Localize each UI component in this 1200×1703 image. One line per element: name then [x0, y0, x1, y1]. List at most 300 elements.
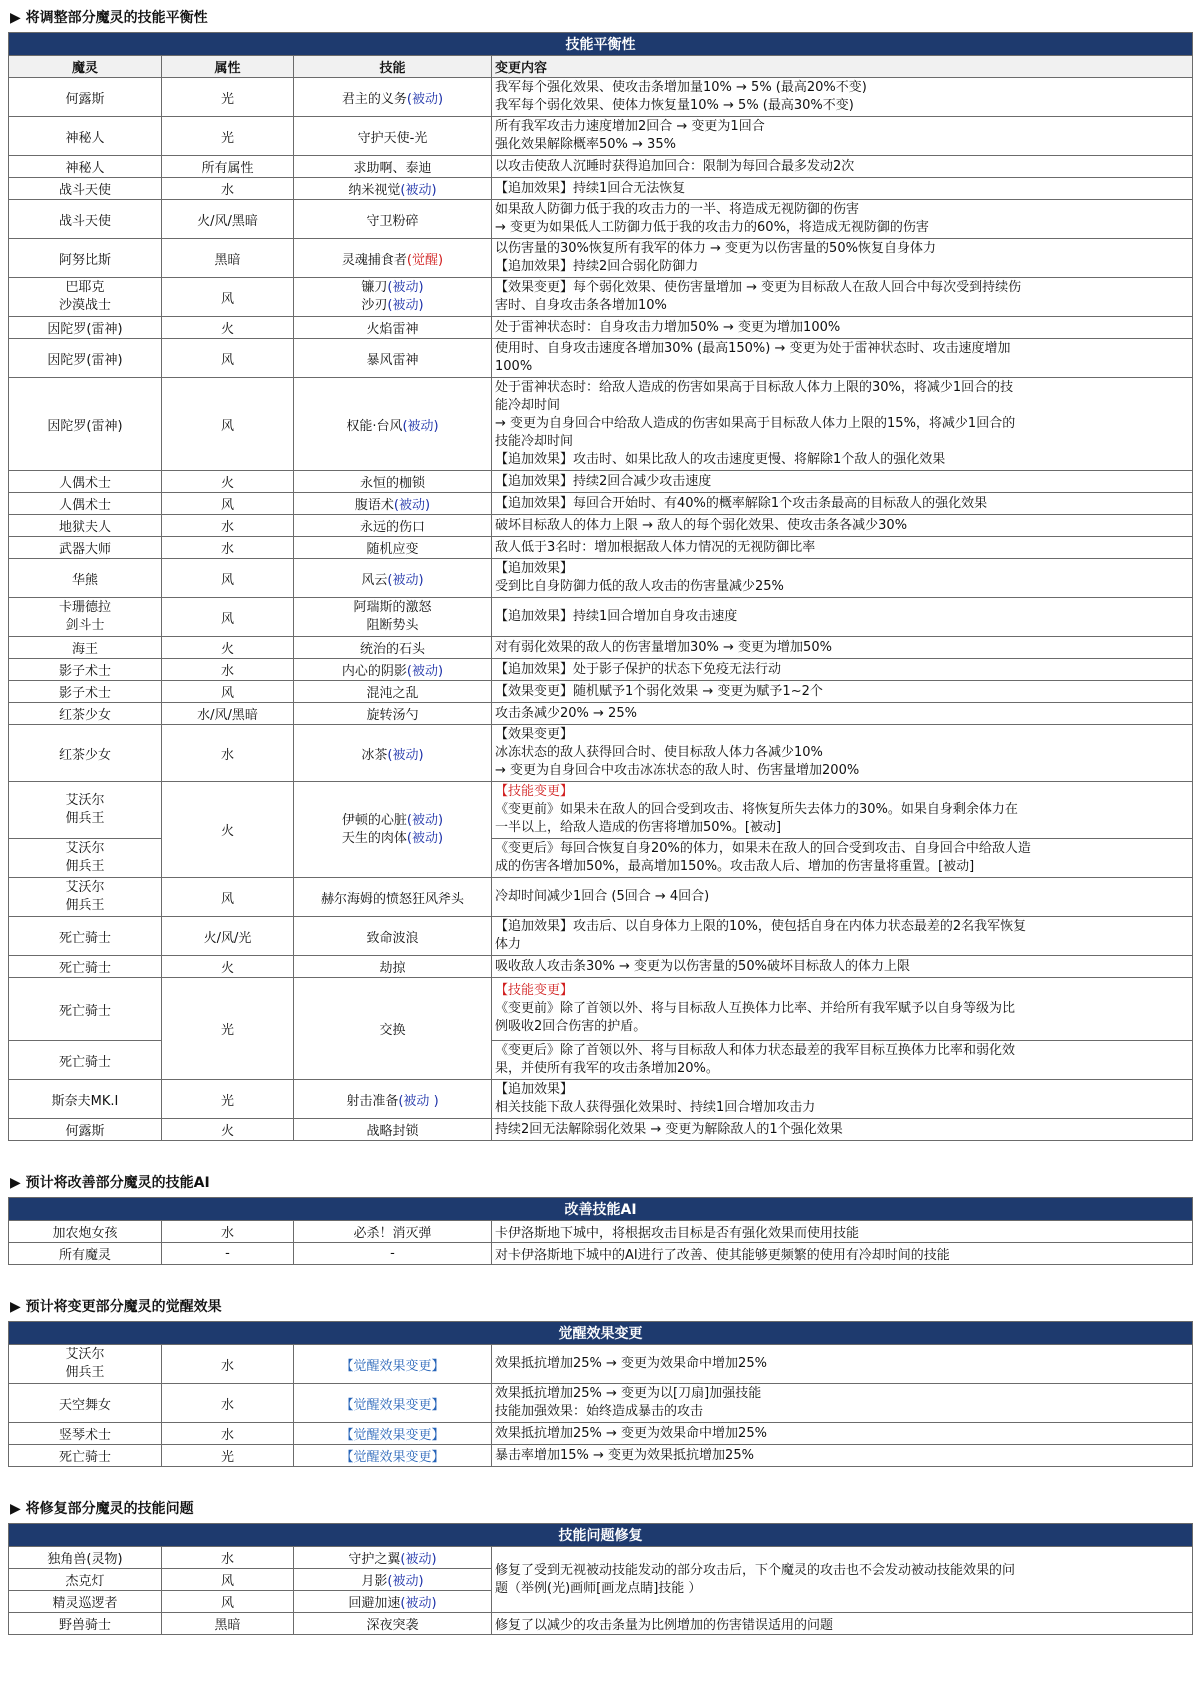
text-line: 破坏目标敌人的体力上限 → 敌人的每个弱化效果、使攻击条各减少30%	[495, 517, 908, 533]
table-row	[9, 1243, 1193, 1265]
skill-cell	[294, 1591, 492, 1613]
text-line: 【追加效果】处于影子保护的状态下免疫无法行动	[495, 661, 782, 677]
skill-name: 必杀！消灭弹	[353, 1226, 432, 1241]
table-row	[9, 681, 1193, 703]
attr-cell: 光	[162, 978, 294, 1080]
text-line: 吸收敌人攻击条30% → 变更为以伤害量的50%破坏目标敌人的体力上限	[495, 958, 910, 974]
skill-name: 灵魂捕食者	[341, 252, 407, 268]
table-row	[9, 493, 1193, 515]
attr-cell: 水	[162, 537, 294, 559]
skill-tag: (被动 )	[398, 1093, 439, 1109]
spirit-cell: 神秘人	[9, 156, 162, 178]
skill-line	[297, 617, 488, 635]
skill-cell	[294, 117, 492, 156]
skill-name: 纳米视觉	[348, 183, 401, 198]
table-row	[9, 117, 1193, 156]
change-cell	[492, 537, 1193, 559]
spirit-cell: 神秘人	[9, 117, 162, 156]
table-row	[9, 725, 1193, 782]
skill-name: 守护之翼	[348, 1552, 401, 1567]
attr-cell: 水	[162, 1423, 294, 1445]
text-line: 【追加效果】攻击时、如果比敌人的攻击速度更慢、将解除1个敌人的强化效果	[495, 452, 946, 467]
attr-cell: 光	[162, 117, 294, 156]
change-cell	[492, 117, 1193, 156]
attr-cell: 火	[162, 471, 294, 493]
text-line: 【效果变更】随机赋予1个弱化效果 → 变更为赋予1~2个	[495, 683, 823, 699]
table-row	[9, 156, 1193, 178]
text-line: 效果抵抗增加25% → 变更为效果命中增加25%	[495, 1425, 767, 1441]
skill-cell	[294, 1243, 492, 1265]
change-cell	[492, 725, 1193, 782]
spirit-cell: 杰克灯	[9, 1569, 162, 1591]
text-line: 害时、自身攻击条各增加10%	[495, 298, 667, 313]
skill-tag: (被动)	[387, 298, 424, 313]
skill-name: 月影	[361, 1574, 388, 1589]
text-line: 【追加效果】持续2回合弱化防御力	[495, 259, 699, 274]
change-cell	[492, 178, 1193, 200]
text-line: → 变更为自身回合中给敌人造成的伤害如果高于目标敌人体力上限的15%，将减少1回合的	[495, 416, 1016, 431]
change-cell: 《变更后》每回合恢复自身20%的体力，如果未在敌人的回合受到攻击、自身回合中给敌人造 成的伤害各增加50%，最高增加150%。攻击敌人后、增加的伤害量将重置。[被动]	[492, 839, 1193, 878]
text-line: 能冷却时间	[495, 398, 561, 413]
ai-table	[8, 1197, 1193, 1265]
table-row	[9, 1345, 1193, 1384]
spirit-cell: 艾沃尔 佣兵王	[9, 839, 162, 878]
attr-cell: 火/风/黑暗	[162, 200, 294, 239]
change-cell	[492, 1080, 1193, 1119]
skill-name: -	[390, 1246, 395, 1261]
skill-name: 冰茶	[361, 747, 388, 763]
skill-name: 腹语术	[354, 498, 394, 513]
spirit-cell: 战斗天使	[9, 178, 162, 200]
change-cell	[492, 78, 1193, 117]
table-row	[9, 178, 1193, 200]
spirit-cell: 何露斯	[9, 78, 162, 117]
text-line: 所有我军攻击力速度增加2回合 → 变更为1回合	[495, 119, 765, 134]
attr-cell: 水/风/黑暗	[162, 703, 294, 725]
skill-cell	[294, 178, 492, 200]
spirit-cell: 海王	[9, 637, 162, 659]
text-line: 【追加效果】	[495, 1082, 574, 1097]
skill-cell	[294, 1569, 492, 1591]
change-cell	[492, 878, 1193, 917]
attr-cell: 黑暗	[162, 1613, 294, 1635]
spirit-cell: 红茶少女	[9, 725, 162, 782]
change-cell: 卡伊洛斯地下城中，将根据攻击目标是否有强化效果而使用技能	[492, 1221, 1193, 1243]
skill-name: 火焰雷神	[366, 322, 419, 337]
text-line: 巴耶克	[65, 280, 105, 295]
attr-cell: 风	[162, 598, 294, 637]
skill-tag: (被动)	[387, 280, 424, 295]
change-cell	[492, 239, 1193, 278]
skill-name: 阻断势头	[366, 618, 419, 633]
change-cell	[492, 493, 1193, 515]
text-line: 攻击条减少20% → 25%	[495, 705, 637, 721]
spirit-cell	[9, 278, 162, 317]
skill-tag: (被动)	[387, 1574, 424, 1589]
table-row	[9, 378, 1193, 471]
spirit-cell	[9, 1345, 162, 1384]
text-line: 以伤害量的30%恢复所有我军的体力 → 变更为以伤害量的50%恢复自身体力	[495, 241, 936, 256]
table-row	[9, 78, 1193, 117]
change-cell	[492, 681, 1193, 703]
skill-name: 永恒的枷锁	[359, 476, 425, 491]
table-row	[9, 515, 1193, 537]
skill-tag: (被动)	[406, 664, 444, 679]
skill-cell	[294, 1221, 492, 1243]
attr-cell: 火	[162, 637, 294, 659]
spirit-cell: 死亡骑士	[9, 956, 162, 978]
skill-name: 射击准备	[346, 1093, 399, 1109]
skill-name: 镰刀	[361, 280, 388, 295]
attr-cell: 水	[162, 1345, 294, 1384]
text-line: 修复了受到无视被动技能发动的部分攻击后，下个魔灵的攻击也不会发动被动技能效果的问	[495, 1562, 1016, 1578]
text-line: → 变更为如果低人工防御力低于我的攻击力的60%，将造成无视防御的伤害	[495, 220, 929, 235]
skill-line	[297, 599, 488, 617]
change-cell	[492, 1345, 1193, 1384]
section-title-fix: ▶ 将修复部分魔灵的技能问题	[10, 1501, 194, 1517]
col-change: 变更内容	[492, 56, 1193, 78]
attr-cell: 火/风/光	[162, 917, 294, 956]
spirit-cell: 野兽骑士	[9, 1613, 162, 1635]
text-line: 体力	[495, 937, 522, 952]
skill-cell	[294, 1445, 492, 1467]
text-line: 艾沃尔	[65, 880, 105, 895]
skill-name: 劫掠	[379, 961, 406, 976]
skill-name: 【觉醒效果变更】	[340, 1358, 445, 1374]
spirit-cell: 天空舞女	[9, 1384, 162, 1423]
table-row	[9, 1613, 1193, 1635]
spirit-cell: 战斗天使	[9, 200, 162, 239]
attr-cell: 风	[162, 493, 294, 515]
col-spirit: 魔灵	[9, 56, 162, 78]
skill-cell	[294, 471, 492, 493]
skill-name: 沙刃	[361, 298, 388, 313]
skill-tag: (被动)	[393, 498, 431, 513]
change-cell	[492, 156, 1193, 178]
skill-cell	[294, 1423, 492, 1445]
text-line: 冷却时间减少1回合 (5回合 → 4回合)	[495, 889, 710, 904]
text-line: 持续2回无法解除弱化效果 → 变更为解除敌人的1个强化效果	[495, 1121, 843, 1137]
skill-cell	[294, 681, 492, 703]
page	[8, 8, 1192, 1635]
text-line: 【追加效果】持续2回合减少攻击速度	[495, 473, 712, 489]
table-row	[9, 1080, 1193, 1119]
change-cell	[492, 559, 1193, 598]
table-row	[9, 1221, 1193, 1243]
spirit-cell: 所有魔灵	[9, 1243, 162, 1265]
table-row	[9, 1423, 1193, 1445]
spirit-cell: 斯奈夫MK.I	[9, 1080, 162, 1119]
skill-tag: (被动)	[387, 572, 424, 588]
attr-cell: 水	[162, 515, 294, 537]
change-cell: 《变更后》除了首领以外、将与目标敌人和体力状态最差的我军目标互换体力比率和弱化效 果，并使所有我军的攻击条增加20%。	[492, 1041, 1193, 1080]
change-cell: 对卡伊洛斯地下城中的AI进行了改善、使其能够更频繁的使用有冷却时间的技能	[492, 1243, 1193, 1265]
skill-cell	[294, 278, 492, 317]
skill-tag: (觉醒)	[406, 252, 444, 268]
change-cell	[492, 598, 1193, 637]
table-row	[9, 559, 1193, 598]
skill-cell	[294, 598, 492, 637]
table-row	[9, 1445, 1193, 1467]
change-cell	[492, 703, 1193, 725]
attr-cell: 火	[162, 956, 294, 978]
text-line: 使用时、自身攻击速度各增加30% (最高150%) → 变更为处于雷神状态时、攻击速度增加	[495, 341, 1011, 356]
text-line: 处于雷神状态时：给敌人造成的伤害如果高于目标敌人体力上限的30%，将减少1回合的技	[495, 380, 1014, 395]
skill-cell: 深夜突袭	[294, 1613, 492, 1635]
skill-tag: (被动)	[387, 747, 424, 763]
skill-name: 守护天使-光	[357, 130, 428, 146]
skill-cell	[294, 1384, 492, 1423]
spirit-cell: 艾沃尔 佣兵王	[9, 782, 162, 839]
skill-name: 随机应变	[366, 542, 419, 557]
skill-name: 混沌之乱	[366, 686, 419, 701]
table-row	[9, 278, 1193, 317]
text-line: 题（举例(光)画师[画龙点睛]技能 ）	[495, 1580, 702, 1596]
attr-cell: 水	[162, 1547, 294, 1569]
change-cell	[492, 1445, 1193, 1467]
text-line: 【追加效果】每回合开始时、有40%的概率解除1个攻击条最高的目标敌人的强化效果	[495, 495, 988, 511]
text-line: 以攻击使敌人沉睡时获得追加回合：限制为每回合最多发动2次	[495, 158, 855, 174]
skill-cell	[294, 703, 492, 725]
skill-line	[297, 297, 488, 315]
spirit-cell: 影子术士	[9, 681, 162, 703]
attr-cell: 风	[162, 1569, 294, 1591]
ai-table-header: 改善技能AI	[9, 1198, 1193, 1221]
text-line: 冰冻状态的敌人获得回合时、使目标敌人体力各减少10%	[495, 745, 823, 760]
table-row	[9, 1547, 1193, 1569]
change-cell	[492, 637, 1193, 659]
table-row	[9, 317, 1193, 339]
spirit-cell: 精灵巡逻者	[9, 1591, 162, 1613]
text-line: 【效果变更】	[495, 727, 574, 742]
text-line: 技能冷却时间	[495, 434, 574, 449]
attr-cell: 水	[162, 659, 294, 681]
text-line: 艾沃尔	[65, 1347, 105, 1362]
change-cell	[492, 1119, 1193, 1141]
text-line: 我军每个强化效果、使攻击条增加量10% → 5% (最高20%不变)	[495, 80, 867, 95]
skill-cell	[294, 200, 492, 239]
spirit-cell: 影子术士	[9, 659, 162, 681]
skill-cell	[294, 339, 492, 378]
change-cell	[492, 339, 1193, 378]
spirit-cell	[9, 878, 162, 917]
text-line: 处于雷神状态时：自身攻击力增加50% → 变更为增加100%	[495, 319, 841, 335]
skill-cell	[294, 378, 492, 471]
attr-cell: 所有属性	[162, 156, 294, 178]
fix-table	[8, 1523, 1193, 1635]
text-line: 【追加效果】	[495, 561, 574, 576]
table-row	[9, 537, 1193, 559]
text-line: 卡珊德拉	[58, 600, 111, 615]
table-row	[9, 703, 1193, 725]
col-skill: 技能	[294, 56, 492, 78]
table-row	[9, 878, 1193, 917]
spirit-cell: 竖琴术士	[9, 1423, 162, 1445]
text-line: 佣兵王	[65, 898, 105, 913]
skill-cell	[294, 1119, 492, 1141]
change-cell	[492, 659, 1193, 681]
attr-cell: 水	[162, 1221, 294, 1243]
skill-cell	[294, 956, 492, 978]
table-row	[9, 339, 1193, 378]
awaken-table-header: 觉醒效果变更	[9, 1322, 1193, 1345]
change-cell	[492, 1547, 1193, 1613]
spirit-cell: 死亡骑士	[9, 1041, 162, 1080]
attr-cell: 火	[162, 317, 294, 339]
text-line: 剑斗士	[65, 618, 105, 633]
text-line: 佣兵王	[65, 1365, 105, 1380]
skill-name: 【觉醒效果变更】	[340, 1397, 445, 1413]
text-line: 【追加效果】持续1回合无法恢复	[495, 180, 686, 196]
text-line: → 变更为自身回合中攻击冰冻状态的敌人时、伤害量增加200%	[495, 763, 860, 778]
skill-cell	[294, 156, 492, 178]
spirit-cell: 人偶术士	[9, 471, 162, 493]
table-row	[9, 659, 1193, 681]
skill-name: 永远的伤口	[359, 520, 425, 535]
skill-tag: (被动)	[406, 91, 444, 107]
section-title-balance: ▶ 将调整部分魔灵的技能平衡性	[10, 10, 208, 26]
skill-cell	[294, 917, 492, 956]
text-line: 效果抵抗增加25% → 变更为以[刀扇]加强技能	[495, 1386, 762, 1401]
skill-name: 统治的石头	[359, 642, 425, 657]
change-cell	[492, 278, 1193, 317]
text-line: 对有弱化效果的敌人的伤害量增加30% → 变更为增加50%	[495, 639, 832, 655]
skill-cell	[294, 1345, 492, 1384]
change-cell: 【技能变更】 《变更前》除了首领以外、将与目标敌人互换体力比率、并给所有我军赋予以自身等级为比 例吸收2回合伤害的护盾。	[492, 978, 1193, 1041]
change-cell	[492, 200, 1193, 239]
skill-cell	[294, 239, 492, 278]
skill-cell	[294, 493, 492, 515]
table-row	[9, 956, 1193, 978]
attr-cell: 风	[162, 278, 294, 317]
skill-name: 风云	[361, 572, 388, 588]
skill-name: 旋转汤勺	[366, 708, 419, 723]
table-row	[9, 1119, 1193, 1141]
table-row	[9, 200, 1193, 239]
attr-cell: 光	[162, 1445, 294, 1467]
attr-cell: 黑暗	[162, 239, 294, 278]
skill-name: 求助啊、泰迪	[353, 161, 432, 176]
skill-cell	[294, 637, 492, 659]
skill-name: 阿瑞斯的激怒	[353, 600, 432, 615]
skill-cell: 交换	[294, 978, 492, 1080]
awaken-table	[8, 1321, 1193, 1467]
text-line: 相关技能下敌人获得强化效果时、持续1回合增加攻击力	[495, 1100, 816, 1115]
skill-tag: (被动)	[400, 1552, 437, 1567]
text-line: 暴击率增加15% → 变更为效果抵抗增加25%	[495, 1447, 754, 1463]
col-attr: 属性	[162, 56, 294, 78]
table-row	[9, 471, 1193, 493]
skill-cell: 伊顿的心脏(被动) 天生的肉体(被动)	[294, 782, 492, 878]
change-cell	[492, 471, 1193, 493]
spirit-cell: 死亡骑士	[9, 978, 162, 1041]
attr-cell: 风	[162, 559, 294, 598]
change-cell	[492, 317, 1193, 339]
text-line: 受到比自身防御力低的敌人攻击的伤害量减少25%	[495, 579, 784, 594]
change-cell	[492, 1384, 1193, 1423]
spirit-cell	[9, 598, 162, 637]
table-row	[9, 637, 1193, 659]
attr-cell: 风	[162, 681, 294, 703]
change-cell	[492, 378, 1193, 471]
skill-name: 战略封锁	[366, 1124, 419, 1139]
skill-cell	[294, 537, 492, 559]
skill-name: 内心的阴影	[341, 664, 407, 679]
text-line: 强化效果解除概率50% → 35%	[495, 137, 676, 152]
skill-cell	[294, 317, 492, 339]
balance-table	[8, 32, 1193, 1141]
skill-name: 权能·台风	[346, 418, 403, 434]
attr-cell: 水	[162, 178, 294, 200]
spirit-cell: 何露斯	[9, 1119, 162, 1141]
skill-name: 回避加速	[348, 1596, 401, 1611]
section-title-awaken: ▶ 预计将变更部分魔灵的觉醒效果	[10, 1299, 222, 1315]
change-cell	[492, 515, 1193, 537]
text-line: 我军每个弱化效果、使体力恢复量10% → 5% (最高30%不变)	[495, 98, 854, 113]
skill-cell	[294, 659, 492, 681]
skill-name: 【觉醒效果变更】	[340, 1428, 445, 1443]
skill-name: 致命波浪	[366, 930, 419, 946]
spirit-cell: 人偶术士	[9, 493, 162, 515]
table-row	[9, 1384, 1193, 1423]
spirit-cell: 华熊	[9, 559, 162, 598]
spirit-cell: 因陀罗(雷神)	[9, 317, 162, 339]
spirit-cell: 因陀罗(雷神)	[9, 378, 162, 471]
spirit-cell: 死亡骑士	[9, 1445, 162, 1467]
attr-cell: 火	[162, 782, 294, 878]
balance-table-header: 技能平衡性	[9, 33, 1193, 56]
change-cell	[492, 1423, 1193, 1445]
text-line: 效果抵抗增加25% → 变更为效果命中增加25%	[495, 1356, 767, 1371]
text-line: 沙漠战士	[58, 298, 111, 313]
attr-cell: 火	[162, 1119, 294, 1141]
skill-name: 暴风雷神	[366, 352, 419, 368]
skill-cell	[294, 878, 492, 917]
text-line: 技能加强效果：始终造成暴击的攻击	[495, 1404, 704, 1419]
spirit-cell: 死亡骑士	[9, 917, 162, 956]
attr-cell: 水	[162, 725, 294, 782]
text-line: 如果敌人防御力低于我的攻击力的一半、将造成无视防御的伤害	[495, 202, 860, 217]
spirit-cell: 加农炮女孩	[9, 1221, 162, 1243]
attr-cell: 风	[162, 378, 294, 471]
table-row	[9, 917, 1193, 956]
text-line: 【效果变更】每个弱化效果、使伤害量增加 → 变更为目标敌人在敌人回合中每次受到持续伤	[495, 280, 1022, 295]
table-row	[9, 239, 1193, 278]
change-cell	[492, 917, 1193, 956]
skill-name: 【觉醒效果变更】	[340, 1450, 445, 1465]
section-title-ai: ▶ 预计将改善部分魔灵的技能AI	[10, 1175, 210, 1191]
spirit-cell: 因陀罗(雷神)	[9, 339, 162, 378]
skill-line	[297, 279, 488, 297]
change-cell: 【技能变更】 《变更前》如果未在敌人的回合受到攻击、将恢复所失去体力的30%。如果自身剩余体力在 一半以上，给敌人造成的伤害将增加50%。[被动]	[492, 782, 1193, 839]
skill-cell	[294, 1547, 492, 1569]
skill-tag: (被动)	[400, 183, 437, 198]
skill-cell	[294, 515, 492, 537]
text-line: 敌人低于3名时：增加根据敌人体力情况的无视防御比率	[495, 539, 816, 555]
skill-name: 赫尔海姆的愤怒狂风斧头	[320, 891, 464, 907]
change-cell: 修复了以减少的攻击条量为比例增加的伤害错误适用的问题	[492, 1613, 1193, 1635]
skill-name: 守卫粉碎	[366, 213, 419, 229]
skill-tag: (被动)	[400, 1596, 437, 1611]
attr-cell: -	[162, 1243, 294, 1265]
attr-cell: 光	[162, 78, 294, 117]
skill-cell	[294, 559, 492, 598]
table-row	[9, 598, 1193, 637]
skill-name: 君主的义务	[341, 91, 407, 107]
spirit-cell: 阿努比斯	[9, 239, 162, 278]
text-line: 100%	[495, 359, 533, 374]
attr-cell: 风	[162, 339, 294, 378]
